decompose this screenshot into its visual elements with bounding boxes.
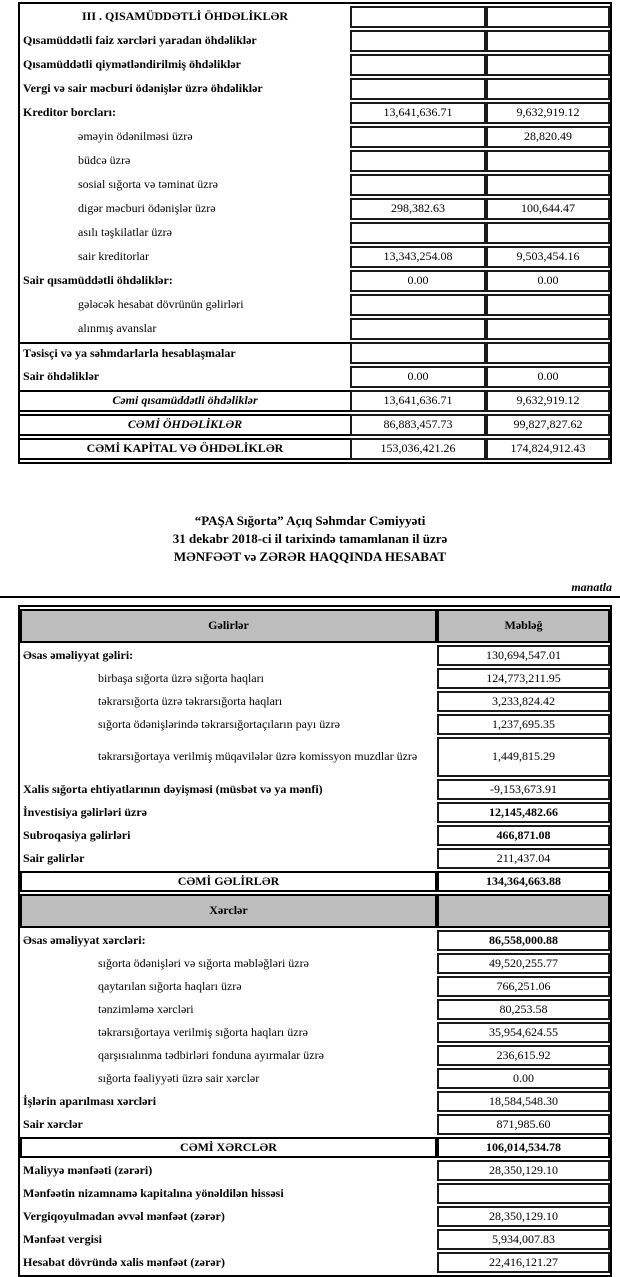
row-value: 5,934,007.83 <box>437 1229 610 1250</box>
report-title: MƏNFƏƏT və ZƏRƏR HAQQINDA HESABAT <box>173 549 447 564</box>
row-value: 1,449,815.29 <box>437 737 610 777</box>
row-value: 153,036,421.26 <box>350 438 486 460</box>
row-value: 174,824,912.43 <box>486 438 610 460</box>
table-row <box>20 198 610 220</box>
row-label: Sair gəlirlər <box>23 850 85 865</box>
table-row <box>20 894 610 928</box>
table-row <box>20 222 610 244</box>
row-label: İşlərin aparılması xərcləri <box>23 1093 157 1108</box>
row-value: 466,871.08 <box>437 825 610 846</box>
table-row <box>20 54 610 76</box>
balance-sheet-table <box>18 2 612 464</box>
row-label: CƏMİ XƏRCLƏR <box>20 1137 437 1158</box>
table-row <box>20 342 610 364</box>
row-label: Əsas əməliyyat gəliri: <box>23 647 134 662</box>
row-value: 28,350,129.10 <box>437 1160 610 1181</box>
row-value: 80,253.58 <box>437 999 610 1020</box>
row-label: asılı təşkilatlar üzrə <box>78 225 172 240</box>
row-value: 298,382.63 <box>350 198 486 220</box>
row-label: Maliyyə mənfəəti (zərəri) <box>23 1162 153 1177</box>
row-label: Sair xərclər <box>23 1116 83 1131</box>
row-value <box>486 6 610 28</box>
row-value: 871,985.60 <box>437 1114 610 1135</box>
row-value <box>486 174 610 196</box>
table-row <box>20 930 610 951</box>
row-value <box>350 318 486 340</box>
row-value: 28,350,129.10 <box>437 1206 610 1227</box>
table-row <box>20 126 610 148</box>
table-row <box>20 999 610 1020</box>
table-row <box>20 150 610 172</box>
row-label: Qısamüddətli faiz xərcləri yaradan öhdəliklər <box>23 33 257 48</box>
row-value <box>437 894 610 928</box>
row-value: 130,694,547.01 <box>437 645 610 666</box>
table-row <box>20 1229 610 1250</box>
row-value <box>350 174 486 196</box>
row-value: 13,641,636.71 <box>350 390 486 412</box>
table-row <box>20 414 610 436</box>
row-label: Sair öhdəliklər <box>23 369 100 384</box>
row-value <box>486 342 610 364</box>
row-value: 0.00 <box>350 270 486 292</box>
row-value: 86,883,457.73 <box>350 414 486 436</box>
row-value <box>486 222 610 244</box>
row-value <box>486 78 610 100</box>
table-row <box>20 976 610 997</box>
row-label: tənzimləmə xərcləri <box>98 1001 194 1016</box>
table-row <box>20 1183 610 1204</box>
row-value: 13,343,254.08 <box>350 246 486 268</box>
row-label: Hesabat dövründə xalis mənfəət (zərər) <box>23 1254 225 1269</box>
table-row <box>20 953 610 974</box>
table-row <box>20 779 610 800</box>
table-row <box>20 1068 610 1089</box>
row-label: sosial sığorta və təminat üzrə <box>78 177 218 192</box>
table-row <box>20 825 610 846</box>
row-label: Təsisçi və ya səhmdarlarla hesablaşmalar <box>20 342 350 364</box>
currency-note: manatla <box>571 580 612 594</box>
row-value: 35,954,624.55 <box>437 1022 610 1043</box>
row-value <box>350 6 486 28</box>
row-value <box>350 294 486 316</box>
row-value <box>486 30 610 52</box>
table-row <box>20 390 610 412</box>
table-row <box>20 645 610 666</box>
row-value: 134,364,663.88 <box>437 871 610 892</box>
row-label: birbaşa sığorta üzrə sığorta haqları <box>98 670 264 685</box>
row-value: 0.00 <box>350 366 486 388</box>
row-value <box>350 54 486 76</box>
table-row <box>20 802 610 823</box>
row-label: Əsas əməliyyat xərcləri: <box>23 932 146 947</box>
row-label: Mənfəət vergisi <box>23 1231 102 1246</box>
table-row <box>20 30 610 52</box>
row-label: Mənfəətin nizamnamə kapitalına yönəldilən hissəsi <box>23 1185 284 1200</box>
table-row <box>20 691 610 712</box>
row-label: Sair qısamüddətli öhdəliklər: <box>23 273 173 288</box>
row-value: 1,237,695.35 <box>437 714 610 735</box>
row-label: büdcə üzrə <box>78 153 131 168</box>
row-label: qaytarılan sığorta haqları üzrə <box>98 978 242 993</box>
row-label: təkrarsığortaya verilmiş müqavilələr üzrə komissyon muzdlar üzrə <box>98 749 418 764</box>
row-label: İnvestisiya gəlirləri üzrə <box>23 804 147 819</box>
row-value: 28,820.49 <box>486 126 610 148</box>
row-value <box>350 222 486 244</box>
row-value: 99,827,827.62 <box>486 414 610 436</box>
row-value <box>486 54 610 76</box>
row-label: Qısamüddətli qiymətləndirilmiş öhdəliklər <box>23 57 242 72</box>
table-row <box>20 294 610 316</box>
row-value: 9,632,919.12 <box>486 102 610 124</box>
row-label: alınmış avanslar <box>78 321 157 336</box>
row-label: Gəlirlər <box>20 609 437 643</box>
report-period: 31 dekabr 2018-ci il tarixində tamamlanan il üzrə <box>172 531 448 546</box>
row-value: 0.00 <box>437 1068 610 1089</box>
row-label: əməyin ödənilməsi üzrə <box>78 129 193 144</box>
row-value: 49,520,255.77 <box>437 953 610 974</box>
row-value: Məbləğ <box>437 609 610 643</box>
row-label: təkrarsığortaya verilmiş sığorta haqları üzrə <box>98 1024 308 1039</box>
row-label: sığorta fəaliyyəti üzrə sair xərclər <box>98 1070 260 1085</box>
row-value: 766,251.06 <box>437 976 610 997</box>
row-label: Kreditor borcları: <box>23 105 116 120</box>
row-value: 9,632,919.12 <box>486 390 610 412</box>
report-title-block <box>0 512 620 566</box>
table-row <box>20 1206 610 1227</box>
row-value <box>350 150 486 172</box>
table-row <box>20 318 610 340</box>
table-row <box>20 366 610 388</box>
table-row <box>20 871 610 892</box>
row-value: 124,773,211.95 <box>437 668 610 689</box>
row-label: III . QISAMÜDDƏTLİ ÖHDƏLİKLƏR <box>82 9 288 24</box>
income-statement-table <box>18 605 612 1277</box>
row-value: -9,153,673.91 <box>437 779 610 800</box>
table-row <box>20 1137 610 1158</box>
row-label: CƏMİ GƏLİRLƏR <box>20 871 437 892</box>
row-label: Xərclər <box>20 894 437 928</box>
row-value: 3,233,824.42 <box>437 691 610 712</box>
row-value: 0.00 <box>486 270 610 292</box>
row-label: Subroqasiya gəlirləri <box>23 827 131 842</box>
table-row <box>20 270 610 292</box>
row-label: sığorta ödənişləri və sığorta məbləğləri üzrə <box>98 955 309 970</box>
row-label: gələcək hesabat dövrünün gəlirləri <box>78 297 244 312</box>
table-row <box>20 6 610 28</box>
row-label: sığorta ödənişlərində təkrarsığortaçıların payı üzrə <box>98 716 340 731</box>
divider-rule <box>0 596 620 598</box>
table-row <box>20 1114 610 1135</box>
table-row <box>20 174 610 196</box>
row-value: 12,145,482.66 <box>437 802 610 823</box>
row-label: CƏMİ KAPİTAL VƏ ÖHDƏLİKLƏR <box>20 438 350 460</box>
row-value <box>350 342 486 364</box>
row-value <box>486 318 610 340</box>
table-row <box>20 609 610 643</box>
row-value <box>350 30 486 52</box>
row-label: CƏMİ ÖHDƏLİKLƏR <box>20 414 350 436</box>
table-row <box>20 668 610 689</box>
row-value: 236,615.92 <box>437 1045 610 1066</box>
table-row <box>20 714 610 735</box>
row-label: digər məcburi ödənişlər üzrə <box>78 201 216 216</box>
table-row <box>20 737 610 777</box>
table-row <box>20 1045 610 1066</box>
row-value: 100,644.47 <box>486 198 610 220</box>
row-value: 106,014,534.78 <box>437 1137 610 1158</box>
row-label: sair kreditorlar <box>78 249 149 264</box>
row-value: 13,641,636.71 <box>350 102 486 124</box>
row-value <box>486 294 610 316</box>
row-label: təkrarsığorta üzrə təkrarsığorta haqları <box>98 693 283 708</box>
table-row <box>20 246 610 268</box>
row-value: 9,503,454.16 <box>486 246 610 268</box>
row-value: 0.00 <box>486 366 610 388</box>
row-label: Cəmi qısamüddətli öhdəliklər <box>20 390 350 412</box>
row-value <box>437 1183 610 1204</box>
report-company: “PAŞA Sığorta” Açıq Səhmdar Cəmiyyəti <box>194 513 426 528</box>
table-row <box>20 1252 610 1273</box>
row-value: 86,558,000.88 <box>437 930 610 951</box>
row-label: Vergiqoyulmadan əvvəl mənfəət (zərər) <box>23 1208 225 1223</box>
table-row <box>20 102 610 124</box>
row-value: 211,437.04 <box>437 848 610 869</box>
table-row <box>20 1091 610 1112</box>
table-row <box>20 848 610 869</box>
table-row <box>20 78 610 100</box>
table-row <box>20 1022 610 1043</box>
row-value <box>350 126 486 148</box>
table-row <box>20 1160 610 1181</box>
row-value: 22,416,121.27 <box>437 1252 610 1273</box>
table-row <box>20 438 610 460</box>
row-label: Xalis sığorta ehtiyatlarının dəyişməsi (müsbət və ya mənfi) <box>23 781 323 796</box>
row-value <box>486 150 610 172</box>
row-value: 18,584,548.30 <box>437 1091 610 1112</box>
row-value <box>350 78 486 100</box>
row-label: qarşısıalınma tədbirləri fonduna ayırmalar üzrə <box>98 1047 324 1062</box>
row-label: Vergi və sair məcburi ödənişlər üzrə öhdəliklər <box>23 81 263 96</box>
